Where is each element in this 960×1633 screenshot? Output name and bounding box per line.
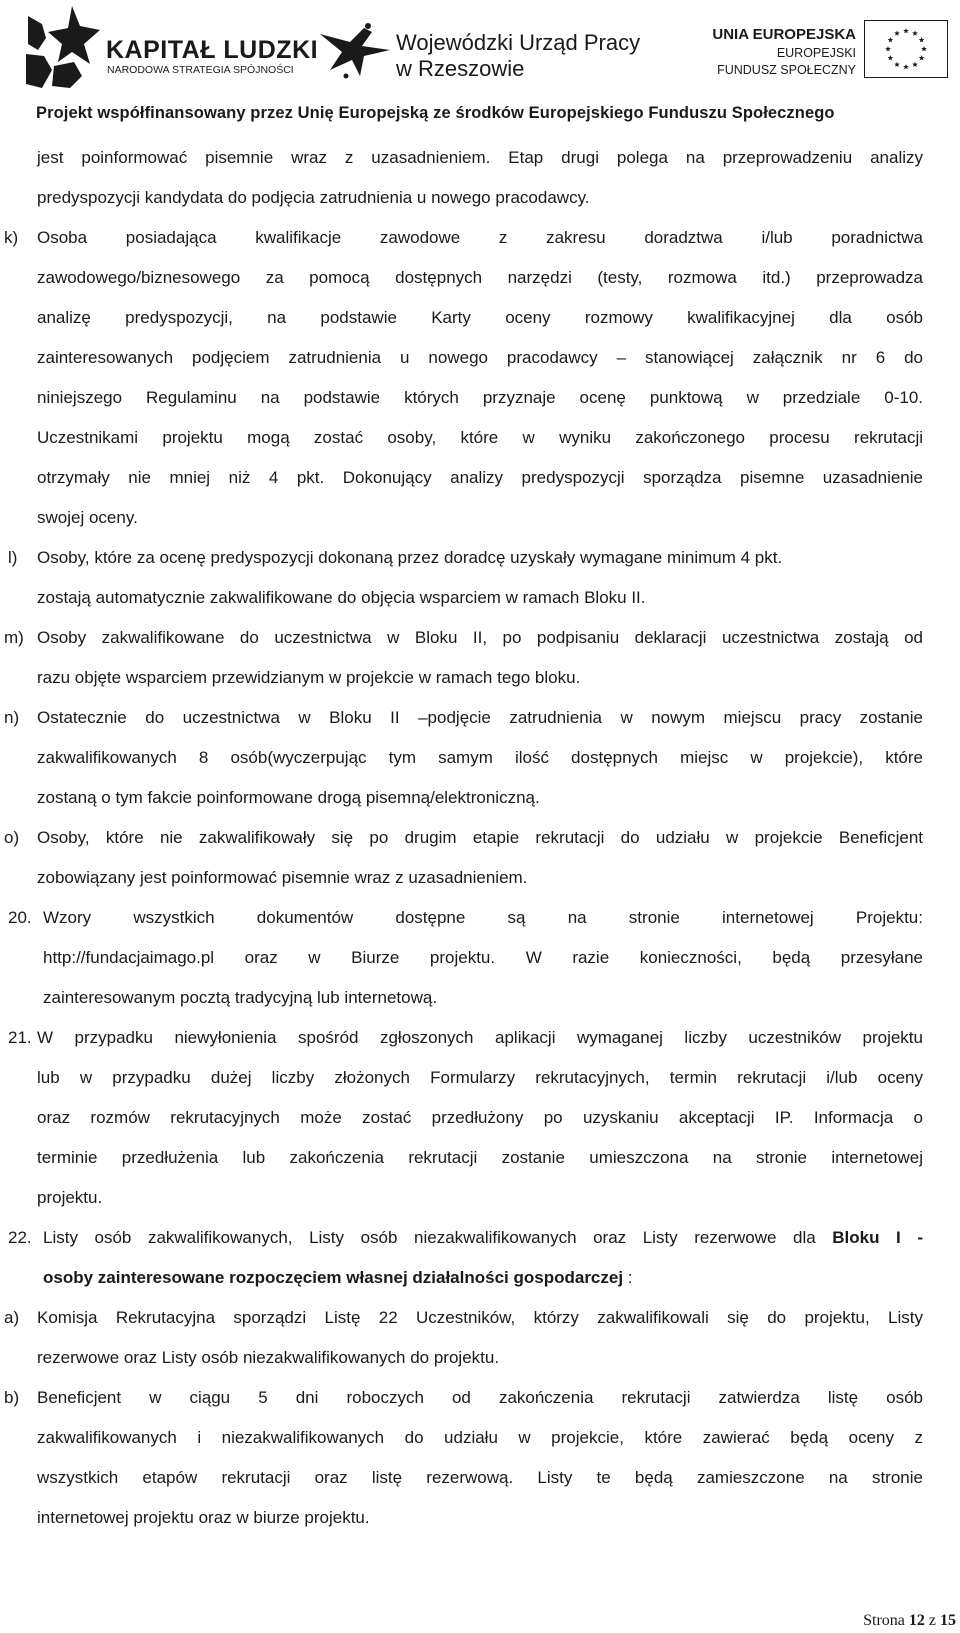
text-line: zobowiązany jest poinformować pisemnie wraz z uzasadnieniem. <box>37 868 528 887</box>
text-line: Komisja Rekrutacyjna sporządzi Listę 22 Uczestników, którzy zakwalifikowali się do projektu, Listy <box>37 1308 923 1327</box>
page-header <box>0 0 960 140</box>
eu-line3: FUNDUSZ SPOŁECZNY <box>717 63 856 77</box>
list-item-22 <box>43 1218 923 1298</box>
list-item-a <box>37 1298 923 1378</box>
eu-line1: UNIA EUROPEJSKA <box>712 26 856 43</box>
text-run-bold: osoby zainteresowane rozpoczęciem własnej działalności gospodarczej <box>43 1268 624 1287</box>
text-line: jest poinformować pisemnie wraz z uzasadnieniem. Etap drugi polega na przeprowadzeniu analizy <box>37 148 923 167</box>
list-marker-n: n) <box>4 708 20 727</box>
list-marker-21: 21. <box>8 1028 32 1047</box>
page-current: 12 <box>908 1612 925 1629</box>
list-item-20 <box>43 898 923 1018</box>
list-marker-a: a) <box>4 1308 20 1327</box>
list-marker-b: b) <box>4 1388 20 1407</box>
kapital-ludzki-star-icon <box>22 4 100 90</box>
list-item-n <box>37 698 923 818</box>
page-label: Strona <box>863 1612 905 1629</box>
list-item-o <box>37 818 923 898</box>
text-line: Beneficjent w ciągu 5 dni roboczych od zakończenia rekrutacji zatwierdza listę osób <box>37 1388 923 1407</box>
list-item-k <box>37 218 923 538</box>
page-sep: z <box>928 1612 936 1629</box>
text-line <box>43 1218 923 1258</box>
paragraph-continuation <box>37 138 923 218</box>
text-line: zainteresowanych podjęciem zatrudnienia u nowego pracodawcy – stanowiącej załącznik nr 6 do <box>37 348 923 367</box>
text-line: Osoby zakwalifikowane do uczestnictwa w Bloku II, po podpisaniu deklaracji uczestnictwa zostają od <box>37 628 923 647</box>
text-line: otrzymały nie mniej niż 4 pkt. Dokonujący analizy predyspozycji sporządza pisemne uzasadnienie <box>37 468 923 487</box>
list-marker-m: m) <box>4 628 24 647</box>
kapital-ludzki-logo <box>22 4 319 90</box>
wup-name-line2: w Rzeszowie <box>396 56 525 81</box>
text-line: lub w przypadku dużej liczby złożonych Formularzy rekrutacyjnych, termin rekrutacji i/lub oceny <box>37 1068 923 1087</box>
text-line: Osoby, które za ocenę predyspozycji dokonaną przez doradcę uzyskały wymagane minimum 4 pkt. <box>37 548 783 567</box>
text-line: internetowej projektu oraz w biurze projektu. <box>37 1508 370 1527</box>
page-total: 15 <box>940 1612 956 1629</box>
text-line: oraz rozmów rekrutacyjnych może zostać przedłużony po uzyskaniu akceptacji IP. Informacja o <box>37 1108 923 1127</box>
list-item-l <box>37 538 923 618</box>
text-line: terminie przedłużenia lub zakończenia rekrutacji zostanie umieszczona na stronie internetowej <box>37 1148 923 1167</box>
text-line: zawodowego/biznesowego za pomocą dostępnych narzędzi (testy, rozmowa itd.) przeprowadza <box>37 268 923 287</box>
text-line: analizę predyspozycji, na podstawie Karty oceny rozmowy kwalifikacyjnej dla osób <box>37 308 923 327</box>
list-marker-l: l) <box>8 548 18 567</box>
text-line: http://fundacjaimago.pl oraz w Biurze projektu. W razie konieczności, będą przesyłane <box>43 948 923 967</box>
text-line: zostają automatycznie zakwalifikowane do objęcia wsparciem w ramach Bloku II. <box>37 588 646 607</box>
list-item-b <box>37 1378 923 1538</box>
kapital-ludzki-subtitle: NARODOWA STRATEGIA SPÓJNOŚCI <box>107 64 294 76</box>
text-line: W przypadku niewyłonienia spośród zgłoszonych aplikacji wymaganej liczby uczestników projektu <box>37 1028 923 1047</box>
wup-rzeszow-logo <box>320 18 650 88</box>
list-item-m <box>37 618 923 698</box>
text-line: zakwalifikowanych i niezakwalifikowanych do udziału w projekcie, które zawierać będą oceny z <box>37 1428 923 1447</box>
text-line: rezerwowe oraz Listy osób niezakwalifikowanych do projektu. <box>37 1348 500 1367</box>
list-marker-22: 22. <box>8 1228 32 1247</box>
eu-line2: EUROPEJSKI <box>776 46 856 60</box>
text-line: razu objęte wsparciem przewidzianym w projekcie w ramach tego bloku. <box>37 668 581 687</box>
list-item-21 <box>37 1018 923 1218</box>
list-marker-k: k) <box>4 228 19 247</box>
text-line: Wzory wszystkich dokumentów dostępne są na stronie internetowej Projektu: <box>43 908 923 927</box>
list-marker-o: o) <box>4 828 20 847</box>
text-line: Ostatecznie do uczestnictwa w Bloku II –podjęcie zatrudnienia w nowym miejscu pracy zostanie <box>37 708 923 727</box>
text-run: Listy osób zakwalifikowanych, Listy osób niezakwalifikowanych oraz Listy rezerwowe dla <box>43 1228 833 1247</box>
text-run: : <box>623 1268 633 1287</box>
text-line: Osoba posiadająca kwalifikacje zawodowe z zakresu doradztwa i/lub poradnictwa <box>37 228 923 247</box>
eu-flag-icon <box>864 20 948 78</box>
text-line: zakwalifikowanych 8 osób(wyczerpując tym samym ilość dostępnych miejsc w projekcie), które <box>37 748 923 767</box>
eu-logo <box>680 16 950 86</box>
kapital-ludzki-title: KAPITAŁ LUDZKI <box>106 36 319 64</box>
text-line: Osoby, które nie zakwalifikowały się po drugim etapie rekrutacji do udziału w projekcie Beneficjent <box>37 828 923 847</box>
text-line: projektu. <box>37 1188 103 1207</box>
text-line: wszystkich etapów rekrutacji oraz listę rezerwową. Listy te będą zamieszczone na stronie <box>37 1468 923 1487</box>
text-line: swojej oceny. <box>37 508 138 527</box>
text-line <box>43 1258 923 1298</box>
cofinancing-note: Projekt współfinansowany przez Unię Europejską ze środków Europejskiego Funduszu Społecznego <box>36 104 835 122</box>
wup-bird-icon <box>320 20 390 84</box>
text-line: niniejszego Regulaminu na podstawie których przyznaje ocenę punktową w przedziale 0-10. <box>37 388 923 407</box>
text-line: Uczestnikami projektu mogą zostać osoby, które w wyniku zakończonego procesu rekrutacji <box>37 428 923 447</box>
text-line: zostaną o tym fakcie poinformowane drogą pisemną/elektroniczną. <box>37 788 540 807</box>
text-run-bold: Bloku I - <box>832 1228 923 1247</box>
list-marker-20: 20. <box>8 908 32 927</box>
wup-name-line1: Wojewódzki Urząd Pracy <box>396 30 641 55</box>
text-line: predyspozycji kandydata do podjęcia zatrudnienia u nowego pracodawcy. <box>37 188 590 207</box>
text-line: zainteresowanym pocztą tradycyjną lub internetową. <box>43 988 438 1007</box>
page-number <box>863 1612 956 1630</box>
